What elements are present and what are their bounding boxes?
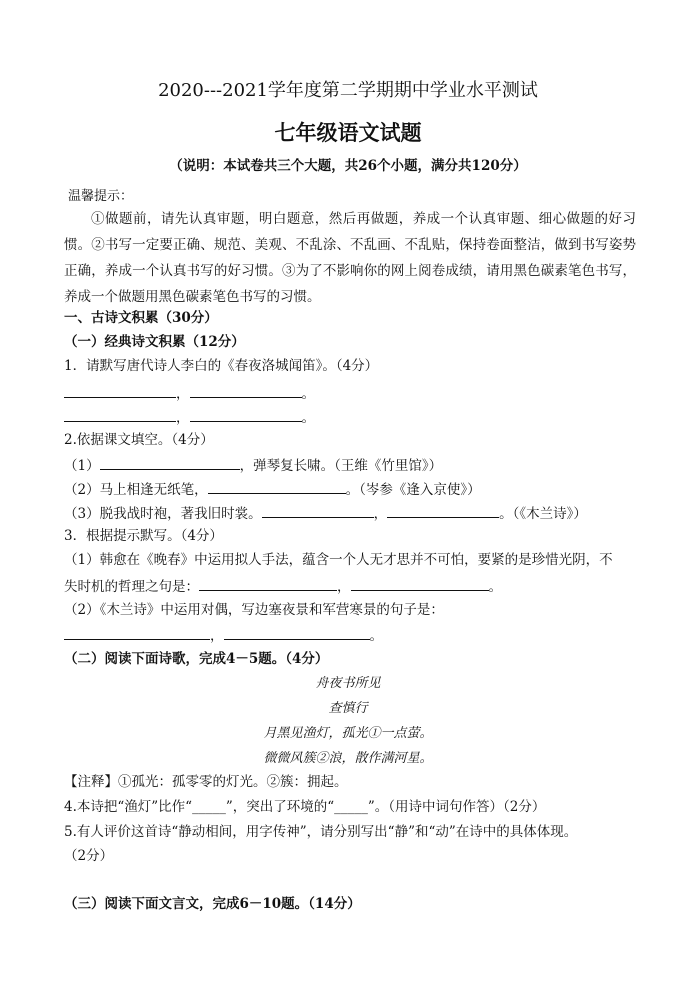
question-2-2: （2）马上相逢无纸笔， 。（岑参《逢入京使》）	[64, 479, 481, 499]
answer-blank[interactable]	[64, 383, 176, 398]
tips-text: ①做题前，请先认真审题，明白题意，然后再做题，养成一个认真审题、细心做题的好习惯。②书写一定要正确、规范、美观、不乱涂、不乱画、不乱贴，保持卷面整洁，做到书写姿势正确，养成一个认真书写的好习惯。③为了不影响你的网上阅卷成绩，请用黑色碳素笔色书写，养成一个做题用黑色碳素笔色书写的习惯。	[64, 211, 636, 305]
answer-blank[interactable]	[387, 503, 499, 518]
exam-title: 2020---2021学年度第二学期期中学业水平测试	[158, 80, 538, 101]
section2-heading: （二）阅读下面诗歌，完成4－5题。（4分）	[64, 651, 329, 667]
tips-title: 温馨提示：	[68, 189, 134, 204]
question-3-1-line1: （1）韩愈在《晚春》中运用拟人手法，蕴含一个人无才思并不可怕，要紧的是珍惜光阴，不	[64, 552, 613, 568]
poem-title: 舟夜书所见	[315, 676, 381, 691]
answer-line-1: ， 。	[64, 383, 315, 403]
answer-blank[interactable]	[100, 455, 240, 470]
question-2-3: （3）脱我战时袍，著我旧时裳。 ， 。（《木兰诗》）	[64, 503, 587, 523]
answer-line-3-2: ， 。	[64, 625, 383, 645]
poem-line-2: 微微风簇②浪，散作满河星。	[263, 751, 433, 766]
answer-blank[interactable]	[64, 407, 176, 422]
question-3-1-line2: 失时机的哲理之句是： ， 。	[64, 576, 502, 596]
question-3: 3．根据提示默写。（4分）	[64, 528, 223, 544]
paper-note: （说明：本试卷共三个大题，共26个小题，满分共120分）	[169, 158, 527, 174]
answer-blank[interactable]	[190, 383, 302, 398]
poem-author: 查慎行	[328, 701, 368, 716]
answer-line-2: ， 。	[64, 407, 315, 427]
answer-blank[interactable]	[262, 503, 374, 518]
section3-heading: （三）阅读下面文言文，完成6－10题。（14分）	[64, 896, 361, 912]
answer-blank[interactable]	[190, 407, 302, 422]
answer-blank[interactable]	[351, 576, 489, 591]
paper-title: 七年级语文试题	[274, 120, 422, 145]
question-4: 4.本诗把“渔灯”比作“_____”，突出了环境的“_____”。（用诗中词句作答）（2分）	[64, 799, 546, 815]
section1-heading: 一、古诗文积累（30分）	[64, 310, 218, 326]
poem-line-1: 月黑见渔灯，孤光①一点萤。	[263, 726, 433, 741]
answer-blank[interactable]	[199, 576, 337, 591]
section1-sub1: （一）经典诗文积累（12分）	[64, 334, 245, 350]
answer-blank[interactable]	[208, 479, 346, 494]
question-2-1: （1） ，弹琴复长啸。（王维《竹里馆》）	[64, 455, 442, 475]
answer-blank[interactable]	[224, 625, 370, 640]
question-5-line2: （2分）	[64, 848, 114, 864]
question-1: 1．请默写唐代诗人李白的《春夜洛城闻笛》。（4分）	[64, 358, 379, 374]
question-2: 2.依据课文填空。（4分）	[64, 432, 214, 448]
poem-annotation: 【注释】①孤光：孤零零的灯光。②簇：拥起。	[64, 774, 348, 790]
question-3-2: （2）《木兰诗》中运用对偶，写边塞夜景和军营寒景的句子是：	[64, 602, 444, 618]
question-5-line1: 5.有人评价这首诗“静动相间，用字传神”，请分别写出“静”和“动”在诗中的具体体现。	[64, 824, 578, 840]
answer-blank[interactable]	[64, 625, 210, 640]
